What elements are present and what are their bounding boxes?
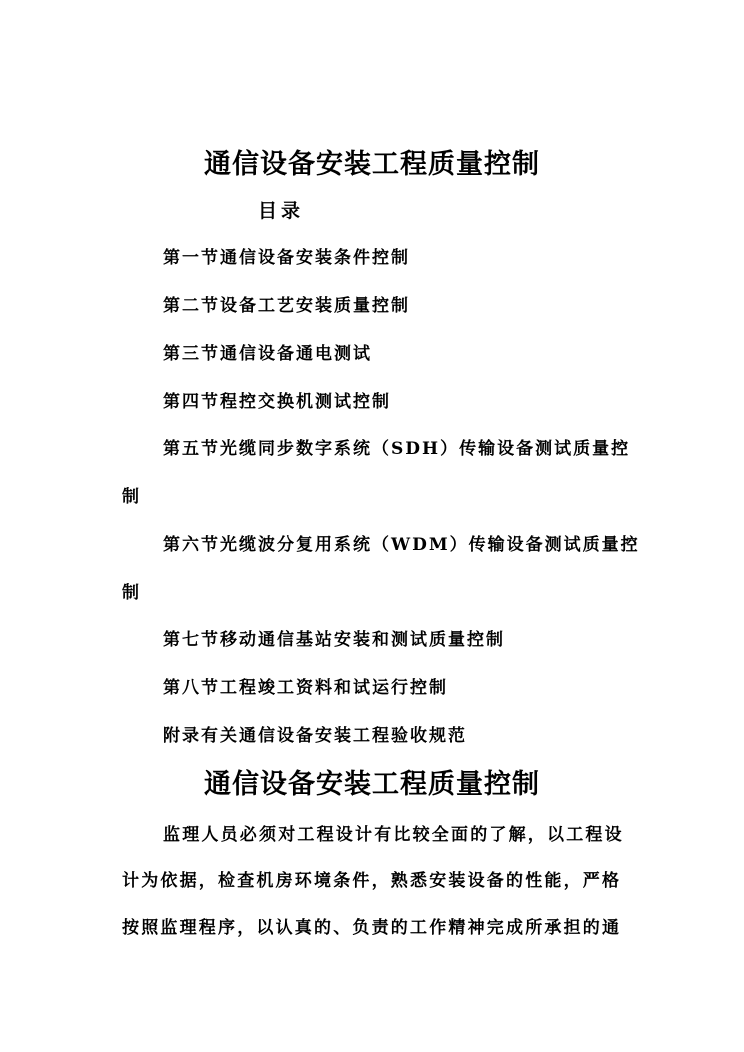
toc-item: 附录有关通信设备安装工程验收规范 [163,726,467,746]
toc-item: 第八节工程竣工资料和试运行控制 [163,678,448,698]
toc-item-continuation: 制 [122,583,139,603]
toc-item: 第四节程控交换机测试控制 [163,392,391,412]
body-paragraph-line: 监理人员必须对工程设计有比较全面的了解，以工程设 [163,825,624,845]
toc-item: 第七节移动通信基站安装和测试质量控制 [163,630,505,650]
toc-item-continuation: 制 [122,487,139,507]
toc-item: 第一节通信设备安装条件控制 [163,248,410,268]
body-paragraph-line: 按照监理程序，以认真的、负责的工作精神完成所承担的通 [122,918,622,938]
section-title: 通信设备安装工程质量控制 [204,769,540,800]
document-title: 通信设备安装工程质量控制 [204,149,540,180]
toc-item: 第六节光缆波分复用系统（WDM）传输设备测试质量控 [163,535,640,555]
toc-heading: 目录 [258,200,305,222]
toc-item: 第五节光缆同步数字系统（SDH）传输设备测试质量控 [163,439,631,459]
body-paragraph-line: 计为依据，检查机房环境条件，熟悉安装设备的性能，严格 [122,871,622,891]
toc-item: 第二节设备工艺安装质量控制 [163,296,410,316]
toc-item: 第三节通信设备通电测试 [163,344,372,364]
